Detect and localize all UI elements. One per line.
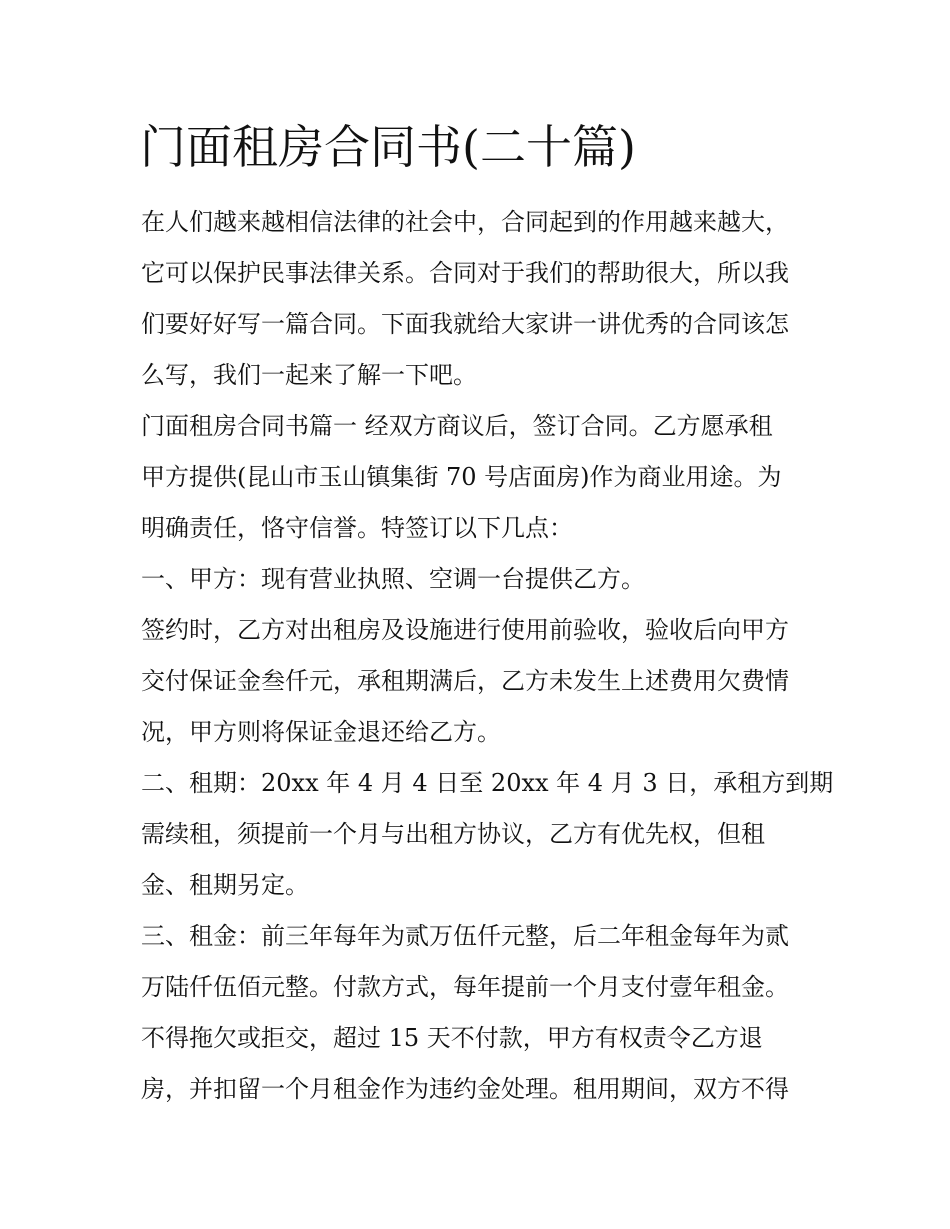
paragraph-line: 三、租金：前三年每年为贰万伍仟元整，后二年租金每年为贰 (141, 922, 789, 950)
paragraph-line: 万陆仟伍佰元整。付款方式，每年提前一个月支付壹年租金。 (141, 973, 789, 1001)
paragraph-line: 一、甲方：现有营业执照、空调一台提供乙方。 (141, 565, 645, 593)
paragraph-line: 房，并扣留一个月租金作为违约金处理。租用期间，双方不得 (141, 1075, 789, 1103)
paragraph-line: 况，甲方则将保证金退还给乙方。 (141, 718, 501, 746)
paragraph-line: 在人们越来越相信法律的社会中，合同起到的作用越来越大， (141, 208, 789, 236)
paragraph-line: 门面租房合同书篇一 经双方商议后，签订合同。乙方愿承租 (141, 412, 773, 440)
paragraph-line: 签约时，乙方对出租房及设施进行使用前验收，验收后向甲方 (141, 616, 789, 644)
paragraph-line: 交付保证金叁仟元，承租期满后，乙方未发生上述费用欠费情 (141, 667, 789, 695)
paragraph-line: 二、租期：20xx 年 4 月 4 日至 20xx 年 4 月 3 日，承租方到期 (141, 769, 834, 797)
paragraph-line: 明确责任，恪守信誉。特签订以下几点： (141, 514, 573, 542)
document-title: 门面租房合同书(二十篇) (140, 120, 636, 174)
paragraph-line: 它可以保护民事法律关系。合同对于我们的帮助很大，所以我 (141, 259, 789, 287)
paragraph-line: 甲方提供(昆山市玉山镇集街 70 号店面房)作为商业用途。为 (141, 463, 782, 491)
paragraph-line: 们要好好写一篇合同。下面我就给大家讲一讲优秀的合同该怎 (141, 310, 789, 338)
paragraph-line: 金、租期另定。 (141, 871, 309, 899)
paragraph-line: 需续租，须提前一个月与出租方协议，乙方有优先权，但租 (141, 820, 765, 848)
paragraph-line: 么写，我们一起来了解一下吧。 (141, 361, 477, 389)
document-body (141, 197, 834, 1115)
paragraph-line: 不得拖欠或拒交，超过 15 天不付款，甲方有权责令乙方退 (141, 1024, 763, 1052)
